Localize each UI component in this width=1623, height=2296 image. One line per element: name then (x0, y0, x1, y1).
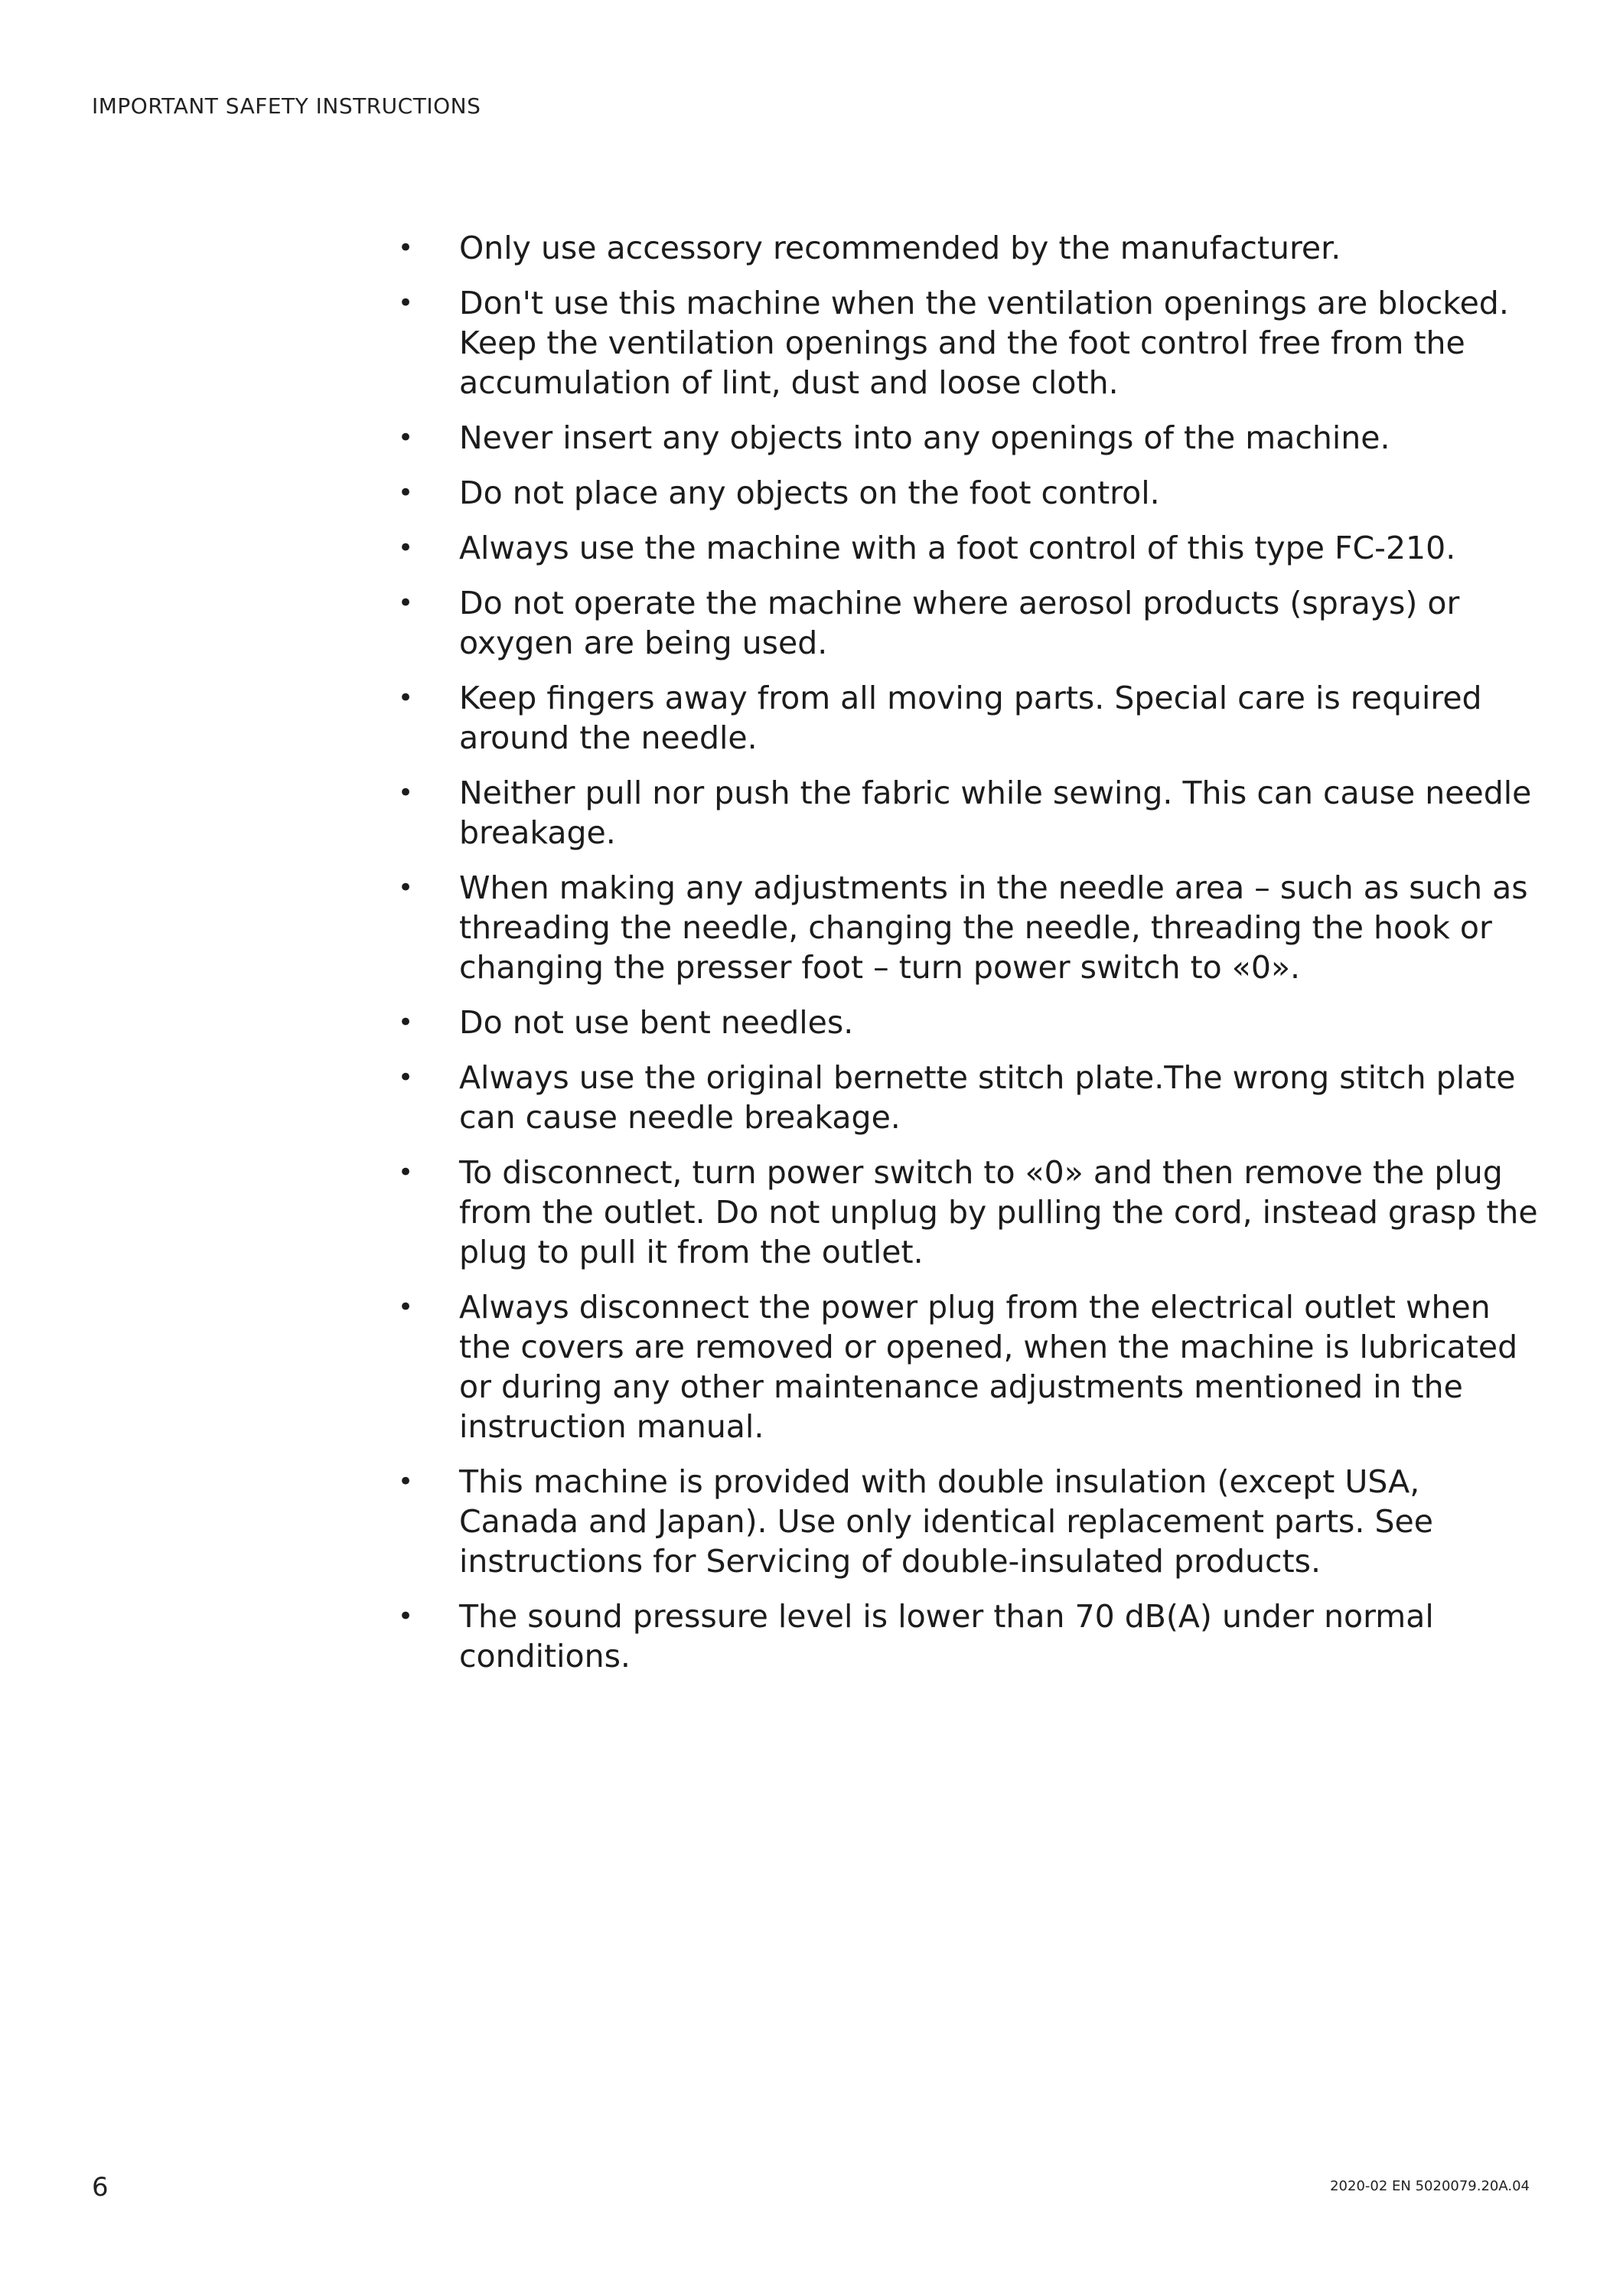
list-item-text: This machine is provided with double insulation (except USA, Canada and Japan). Use only identical replacement parts. See instructions for Servicing of double-insulated products. (459, 1463, 1433, 1580)
list-item-text: Neither pull nor push the fabric while sewing. This can cause needle breakage. (459, 775, 1532, 851)
list-item (398, 283, 1546, 403)
list-item-text: Never insert any objects into any openings of the machine. (459, 419, 1390, 456)
list-item-text: Always use the machine with a foot control of this type FC-210. (459, 530, 1456, 566)
bullet-icon: • (398, 778, 414, 808)
list-item (398, 1153, 1546, 1272)
bullet-icon: • (398, 1466, 414, 1497)
list-item (398, 583, 1546, 663)
list-item-text: Always disconnect the power plug from the electrical outlet when the covers are removed or opened, when the machine is lubricated or during any other maintenance adjustments mentioned in the instruction manual. (459, 1289, 1518, 1445)
section-header: IMPORTANT SAFETY INSTRUCTIONS (92, 93, 481, 119)
bullet-icon: • (398, 533, 414, 563)
bullet-icon: • (398, 872, 414, 903)
list-item (398, 1462, 1546, 1581)
list-item (398, 473, 1546, 513)
list-item (398, 773, 1546, 853)
bullet-icon: • (398, 1292, 414, 1322)
list-item (398, 1058, 1546, 1137)
list-item-text: Always use the original bernette stitch plate.The wrong stitch plate can cause needle breakage. (459, 1059, 1516, 1136)
page-number: 6 (92, 2172, 109, 2203)
list-item-text: Only use accessory recommended by the manufacturer. (459, 230, 1341, 266)
list-item (398, 228, 1546, 268)
list-item-text: Keep fingers away from all moving parts. Special care is required around the needle. (459, 680, 1482, 756)
bullet-icon: • (398, 1157, 414, 1188)
bullet-icon: • (398, 1601, 414, 1632)
document-code: 2020-02 EN 5020079.20A.04 (1330, 2178, 1530, 2194)
bullet-icon: • (398, 588, 414, 618)
bullet-icon: • (398, 422, 414, 453)
list-item-text: When making any adjustments in the needle area – such as such as threading the needle, changing the needle, threading the hook or changing the presser foot – turn power switch to «0». (459, 869, 1528, 986)
list-item-text: Don't use this machine when the ventilation openings are blocked. Keep the ventilation openings and the foot control free from the accumulation of lint, dust and loose cloth. (459, 285, 1509, 401)
list-item (398, 418, 1546, 458)
list-item-text: To disconnect, turn power switch to «0» and then remove the plug from the outlet. Do not unplug by pulling the cord, instead grasp the plug to pull it from the outlet. (459, 1154, 1538, 1270)
list-item (398, 868, 1546, 987)
list-item (398, 528, 1546, 568)
list-item (398, 1596, 1546, 1676)
list-item-text: Do not operate the machine where aerosol products (sprays) or oxygen are being used. (459, 585, 1460, 661)
bullet-icon: • (398, 233, 414, 263)
list-item (398, 678, 1546, 758)
list-item (398, 1287, 1546, 1446)
bullet-icon: • (398, 683, 414, 713)
safety-instructions-list (398, 228, 1546, 1691)
bullet-icon: • (398, 1062, 414, 1093)
list-item-text: The sound pressure level is lower than 70 dB(A) under normal conditions. (459, 1598, 1434, 1675)
bullet-icon: • (398, 288, 414, 318)
list-item-text: Do not use bent needles. (459, 1004, 854, 1041)
bullet-icon: • (398, 478, 414, 508)
list-item (398, 1003, 1546, 1042)
bullet-icon: • (398, 1007, 414, 1038)
list-item-text: Do not place any objects on the foot control. (459, 475, 1160, 511)
